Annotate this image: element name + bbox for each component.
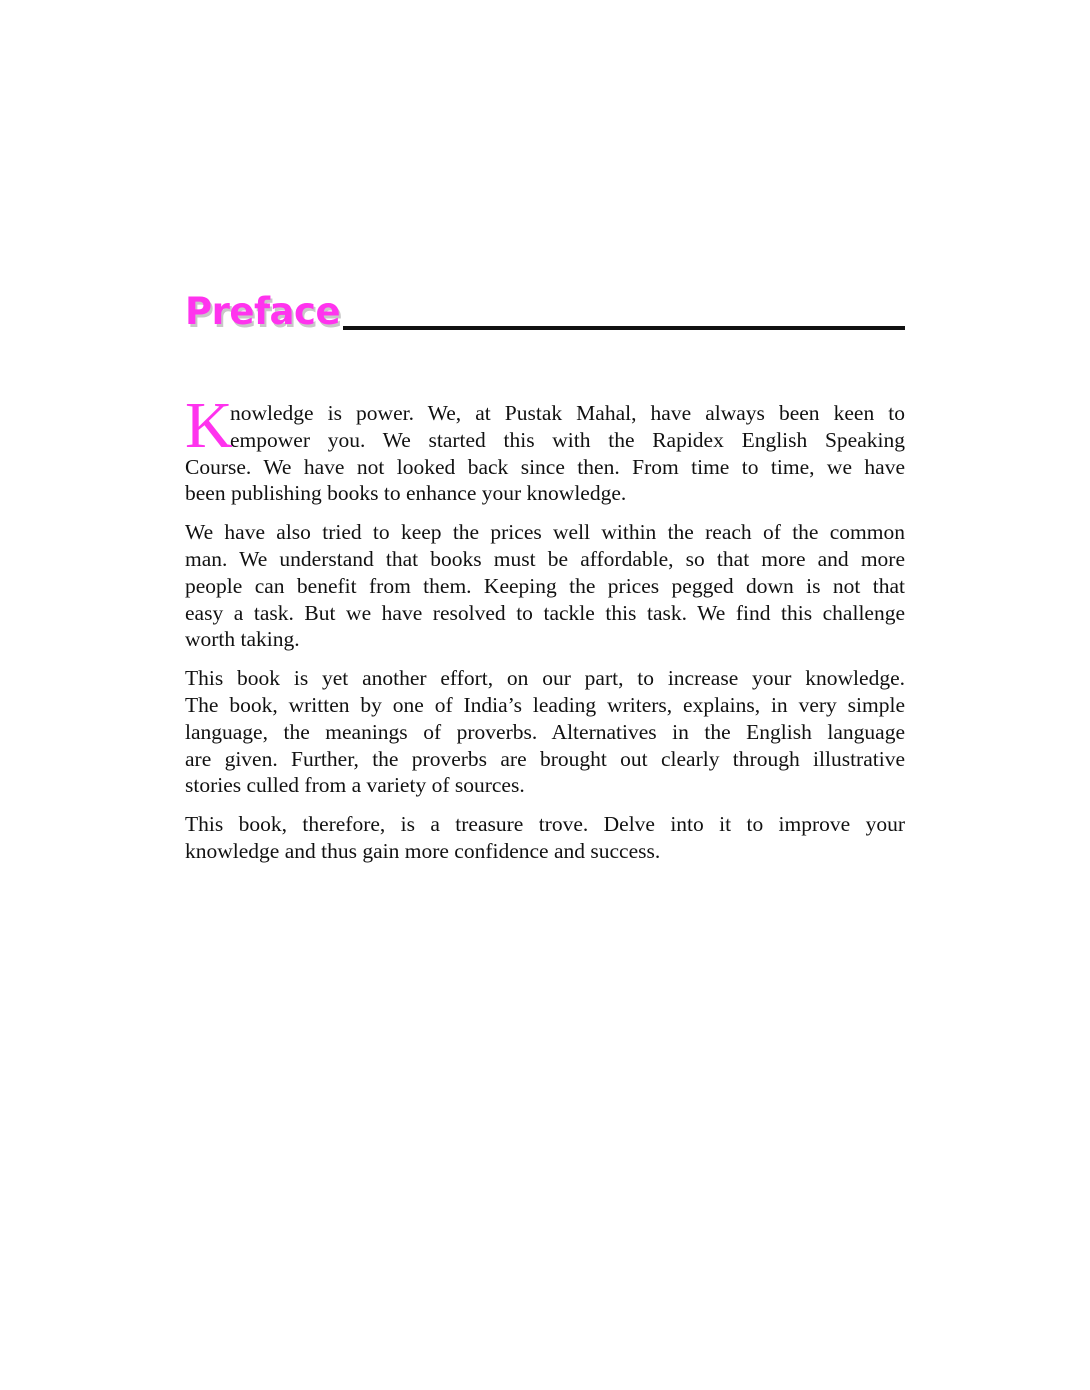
text-line: nowledge is power. We, at Pustak Mahal, have always been keen to <box>230 401 905 425</box>
text-line: This book, therefore, is a treasure trove. Delve into it to improve your <box>185 812 905 837</box>
paragraph <box>185 519 905 653</box>
text-line: worth taking. <box>185 627 300 652</box>
paragraph <box>185 665 905 799</box>
drop-cap: K <box>185 389 233 462</box>
text-line: The book, written by one of India’s leading writers, explains, in very simple <box>185 692 905 717</box>
text-line: easy a task. But we have resolved to tackle this task. We find this challenge <box>185 600 905 625</box>
text-line: empower you. We started this with the Rapidex English Speaking <box>230 427 905 452</box>
page-title: Preface <box>185 290 341 333</box>
paragraph <box>185 389 905 507</box>
text-line: language, the meanings of proverbs. Alternatives in the English language <box>185 719 905 744</box>
text-line: been publishing books to enhance your knowledge. <box>185 481 627 506</box>
text-line: We have also tried to keep the prices well within the reach of the common <box>185 520 905 545</box>
preface-heading <box>185 290 905 334</box>
text-line: man. We understand that books must be affordable, so that more and more <box>185 546 905 571</box>
text-line: This book is yet another effort, on our part, to increase your knowledge. <box>185 666 905 691</box>
text-line: knowledge and thus gain more confidence and success. <box>185 838 661 863</box>
paragraph <box>185 811 905 865</box>
preface-body <box>185 389 905 877</box>
text-line: are given. Further, the proverbs are brought out clearly through illustrative <box>185 746 905 771</box>
text-line: Course. We have not looked back since then. From time to time, we have <box>185 454 905 479</box>
heading-rule <box>343 326 905 330</box>
text-line: stories culled from a variety of sources. <box>185 773 525 798</box>
text-line: people can benefit from them. Keeping the prices pegged down is not that <box>185 573 905 598</box>
